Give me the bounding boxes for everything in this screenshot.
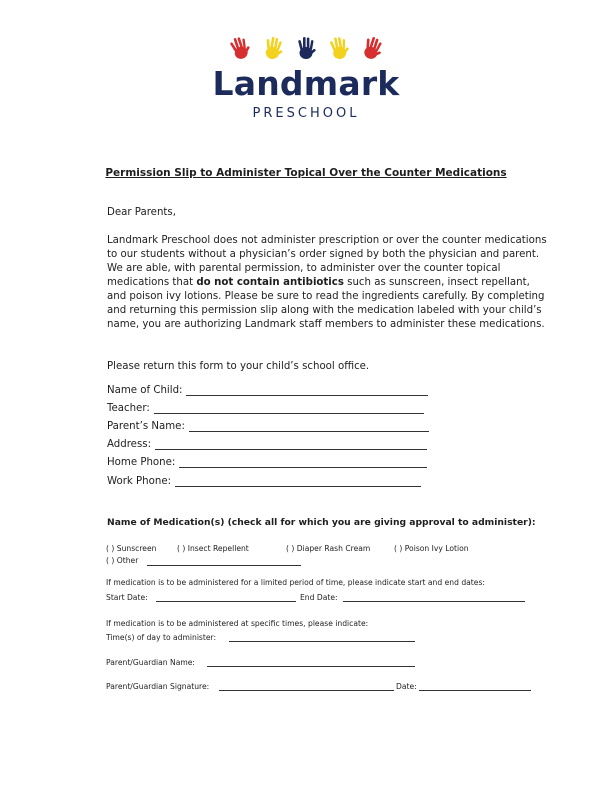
logo-subtitle: PRESCHOOL <box>252 106 360 121</box>
limited-period-note: If medication is to be administered for a limited period of time, please indicate start and end dates: <box>106 578 485 587</box>
end-date-line[interactable] <box>343 601 525 602</box>
handprint-icon <box>228 34 252 62</box>
option-poison-ivy-lotion[interactable]: ( ) Poison Ivy Lotion <box>394 544 469 553</box>
field-label: Address: <box>107 439 152 450</box>
work-phone-line[interactable] <box>175 485 421 487</box>
medications-heading: Name of Medication(s) (check all for which you are giving approval to administer): <box>107 517 536 528</box>
page-title: Permission Slip to Administer Topical Over the Counter Medications <box>105 167 507 179</box>
option-diaper-rash-cream[interactable]: ( ) Diaper Rash Cream <box>286 544 371 553</box>
end-date-label: End Date: <box>300 593 338 602</box>
option-other[interactable]: ( ) Other <box>106 556 139 565</box>
field-label: Work Phone: <box>107 476 172 487</box>
parent-name-line[interactable] <box>189 430 429 432</box>
field-label: Teacher: <box>107 403 150 414</box>
handprint-icon <box>327 34 351 62</box>
field-work-phone <box>107 476 421 487</box>
teacher-line[interactable] <box>154 412 424 414</box>
start-date-label: Start Date: <box>106 593 148 602</box>
intro-paragraph <box>107 234 547 332</box>
return-note: Please return this form to your child’s school office. <box>107 361 370 372</box>
times-line[interactable] <box>229 641 415 642</box>
handprint-icon <box>360 34 384 62</box>
handprint-icon <box>261 34 285 62</box>
home-phone-line[interactable] <box>179 466 427 468</box>
intro-text-1: Landmark Preschool does not administer prescription or over the counter medications to our students without a physician’s order signed by both the physician and parent. We are able, with parental permission, to administer over the counter topical medications that <box>107 235 547 288</box>
times-label: Time(s) of day to administer: <box>106 633 217 642</box>
school-logo <box>0 34 612 121</box>
field-teacher <box>107 403 424 414</box>
address-line[interactable] <box>155 448 427 450</box>
guardian-name-label: Parent/Guardian Name: <box>106 658 195 667</box>
field-label: Parent’s Name: <box>107 421 185 432</box>
field-label: Name of Child: <box>107 385 183 396</box>
guardian-name-line[interactable] <box>207 666 415 667</box>
date-line[interactable] <box>419 690 531 691</box>
field-label: Home Phone: <box>107 457 176 468</box>
start-date-line[interactable] <box>156 601 296 602</box>
specific-times-note: If medication is to be administered at specific times, please indicate: <box>106 619 369 628</box>
other-medication-line[interactable] <box>147 565 301 566</box>
field-address <box>107 439 427 450</box>
field-home-phone <box>107 457 427 468</box>
logo-name: Landmark <box>212 64 400 103</box>
field-parent <box>107 421 429 432</box>
handprints-graphic <box>0 34 612 64</box>
guardian-signature-line[interactable] <box>219 690 394 691</box>
intro-text-bold: do not contain antibiotics <box>196 277 344 288</box>
greeting: Dear Parents, <box>107 207 176 218</box>
option-insect-repellent[interactable]: ( ) Insect Repellent <box>177 544 249 553</box>
child-name-line[interactable] <box>186 394 428 396</box>
handprint-icon <box>294 34 318 62</box>
option-sunscreen[interactable]: ( ) Sunscreen <box>106 544 157 553</box>
intro-text-2: such as sunscreen, insect repellant, and poison ivy lotions. Please be sure to read the ingredients carefully. By completing and returning this permission slip along with the medication labeled with your child’s name, you are authorizing Landmark staff members to administer these medications. <box>107 277 545 330</box>
field-child <box>107 385 428 396</box>
date-label: Date: <box>396 682 417 691</box>
guardian-signature-label: Parent/Guardian Signature: <box>106 682 210 691</box>
